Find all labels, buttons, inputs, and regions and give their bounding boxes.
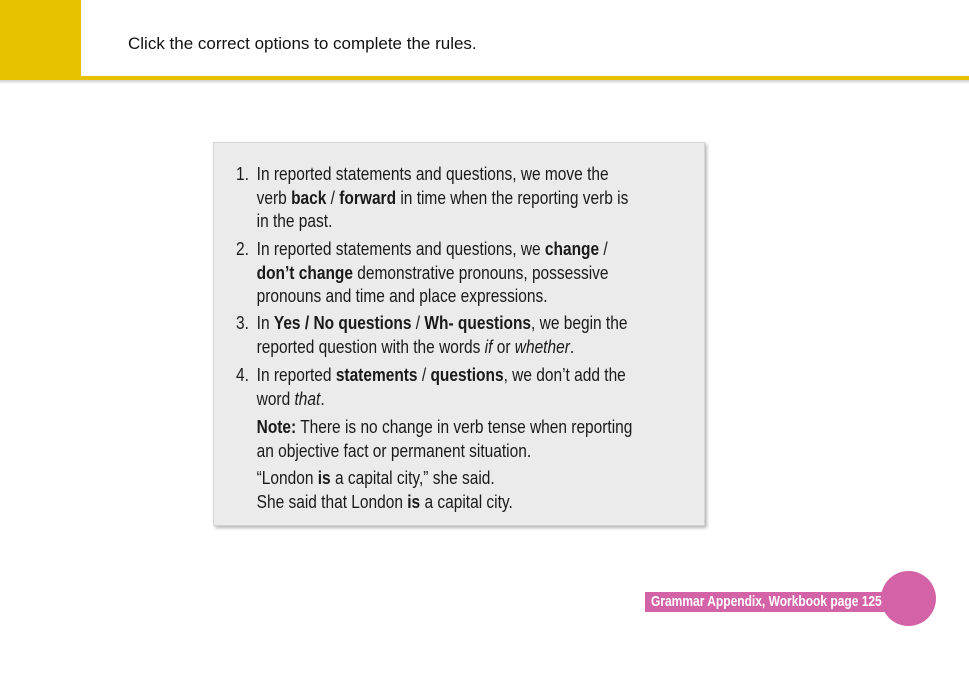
- word-whether: whether: [514, 336, 570, 357]
- rule-text: or: [492, 336, 515, 357]
- option-statements[interactable]: statements: [335, 365, 418, 385]
- option-questions[interactable]: questions: [430, 365, 504, 385]
- rule-text: In reported statements and questions, we move the: [256, 164, 609, 184]
- rule-text: , we begin the: [531, 313, 628, 333]
- header-divider-shadow: [0, 80, 969, 84]
- option-forward[interactable]: forward: [339, 187, 397, 208]
- note-label: Note:: [256, 417, 297, 437]
- word-that: that: [294, 388, 321, 409]
- option-separator: /: [326, 187, 340, 208]
- header-accent-block: [0, 0, 81, 76]
- example-text: She said that London: [256, 491, 408, 512]
- rule-number: 1.: [236, 164, 249, 184]
- rule-text: reported question with the words: [256, 336, 485, 357]
- example-verb: is: [317, 468, 331, 488]
- rule-text: demonstrative pronouns, possessive: [352, 262, 609, 283]
- option-change[interactable]: change: [544, 239, 600, 259]
- example-verb: is: [407, 491, 421, 512]
- option-separator: /: [411, 313, 425, 333]
- option-separator: /: [417, 365, 431, 385]
- example-text: a capital city.: [420, 491, 513, 512]
- rule-text: .: [320, 388, 325, 409]
- rule-text: word: [256, 388, 295, 409]
- option-dont-change[interactable]: don’t change: [256, 262, 353, 283]
- rule-number: 2.: [236, 239, 249, 259]
- rule-text: In: [256, 313, 274, 333]
- rule-text: in the past.: [256, 211, 333, 231]
- note-text: an objective fact or permanent situation.: [256, 440, 532, 461]
- option-back[interactable]: back: [291, 187, 327, 208]
- rule-text: in time when the reporting verb is: [396, 187, 629, 208]
- workbook-reference: Grammar Appendix, Workbook page 125: [651, 593, 882, 610]
- rule-text: In reported statements and questions, we: [256, 239, 545, 259]
- example-text: “London: [256, 468, 318, 488]
- rule-number: 4.: [236, 365, 249, 385]
- rule-number: 3.: [236, 313, 249, 333]
- rule-text: pronouns and time and place expressions.: [256, 286, 548, 306]
- option-yes-no-questions[interactable]: Yes / No questions: [273, 313, 412, 333]
- rule-text: In reported: [256, 365, 336, 385]
- option-separator: /: [599, 239, 608, 259]
- word-if: if: [484, 336, 493, 357]
- rule-text: verb: [256, 187, 292, 208]
- rule-text: .: [569, 336, 575, 357]
- example-text: a capital city,” she said.: [330, 468, 495, 488]
- rule-text: , we don’t add the: [503, 365, 626, 385]
- instruction-text: Click the correct options to complete the rules.: [128, 34, 477, 53]
- option-wh-questions[interactable]: Wh- questions: [424, 313, 532, 333]
- note-text: There is no change in verb tense when reporting: [296, 417, 633, 437]
- reference-circle: [881, 571, 936, 626]
- grammar-rules-box: [213, 142, 705, 526]
